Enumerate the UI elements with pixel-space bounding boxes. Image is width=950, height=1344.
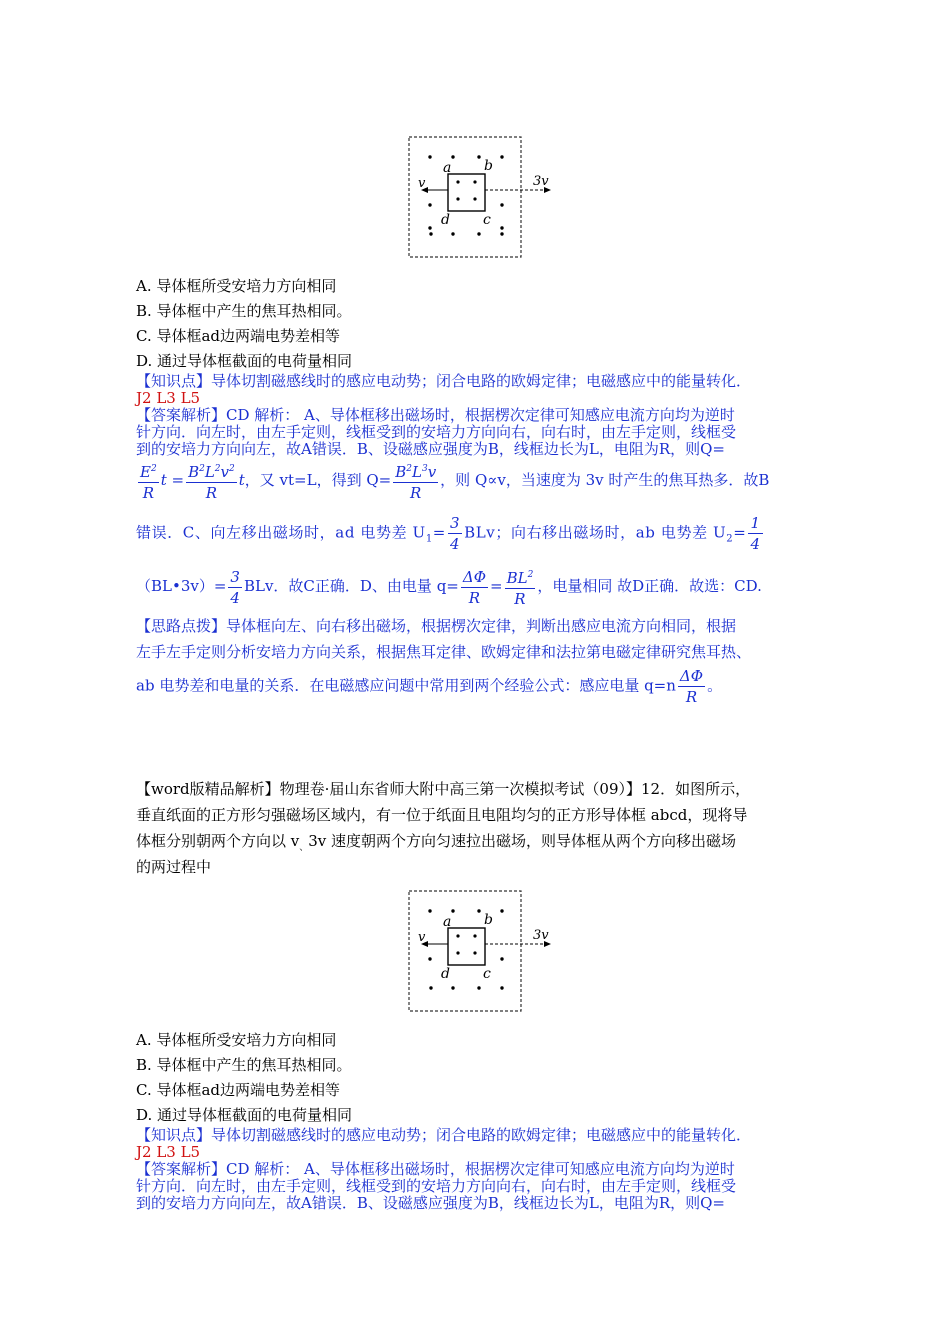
label-c-top: c [483,212,491,228]
answer-line-3-2: 到的安培力方向向左，故A错误．B、设磁感应强度为B，线框边长为L，电阻为R，则Q= [136,1194,726,1212]
option-d: D. 通过导体框截面的电荷量相同 [136,352,353,370]
magnetic-field-figure-bottom [395,888,560,1014]
label-v-top: v [418,176,426,191]
label-a-top: a [443,160,452,176]
question-line-4: 的两过程中 [136,858,212,876]
option-a: A. 导体框所受安培力方向相同 [136,277,337,295]
option-c-2: C. 导体框ad边两端电势差相等 [136,1081,341,1099]
knowledge-codes: J2 L3 L5 [136,389,201,407]
label-3v-bottom: 3v [533,928,549,943]
question-line-3: 体框分别朝两个方向以 $v_、3v$ 速度朝两个方向匀速拉出磁场，则导体框从两个方向移出磁场 [136,832,737,853]
answer-line-3: 到的安培力方向向左，故A错误．B、设磁感应强度为B，线框边长为L，电阻为R，则Q= [136,440,726,458]
option-d-2: D. 通过导体框截面的电荷量相同 [136,1106,353,1124]
option-b: B. 导体框中产生的焦耳热相同。 [136,302,352,320]
label-d-bottom: d [441,966,450,982]
magnetic-field-figure-top [395,134,560,260]
knowledge-point: 【知识点】导体切割磁感线时的感应电动势；闭合电路的欧姆定律；电磁感应中的能量转化． [136,372,752,390]
answer-line-2-2: 针方向．向左时，由左手定则，线框受到的安培力方向向右，向右时，由左手定则，线框受 [136,1177,737,1195]
answer-line-4: $\frac{E^2}{R}$ t = $\frac{B^2L^2v^2}{R}$ t，又 vt=L，得到 Q= $\frac{B^2L^3v}{R}$ ，则 Q∝v，当速度为 3v 时产生的焦耳热多．故B [136,459,769,503]
label-d-top: d [441,212,450,228]
label-a-bottom: a [443,914,452,930]
answer-line-1: 【答案解析】CD 解析： A、导体框移出磁场时，根据楞次定律可知感应电流方向均为逆时 [136,406,735,424]
label-3v-top: 3v [533,174,549,189]
label-v-bottom: v [418,930,426,945]
option-b-2: B. 导体框中产生的焦耳热相同。 [136,1056,352,1074]
hint-line-1: 【思路点拨】导体框向左、向右移出磁场，根据楞次定律，判断出感应电流方向相同，根据 [136,617,737,635]
hint-line-3: ab 电势差和电量的关系．在电磁感应问题中常用到两个经验公式：感应电量 q=n $\frac{\Delta\Phi}{R}$ 。 [136,667,723,706]
question-line-1: 【word版精品解析】物理卷·届山东省师大附中高三第一次模拟考试（09）】12．如图所示， [136,780,751,798]
option-a-2: A. 导体框所受安培力方向相同 [136,1031,337,1049]
label-c-bottom: c [483,966,491,982]
question-line-2: 垂直纸面的正方形匀强磁场区域内，有一位于纸面且电阻均匀的正方形导体框 abcd，现将导 [136,806,748,824]
knowledge-point-2: 【知识点】导体切割磁感线时的感应电动势；闭合电路的欧姆定律；电磁感应中的能量转化． [136,1126,752,1144]
label-b-bottom: b [484,912,493,928]
hint-line-2: 左手左手定则分析安培力方向关系，根据焦耳定律、欧姆定律和法拉第电磁定律研究焦耳热、 [136,643,752,661]
answer-line-1-2: 【答案解析】CD 解析： A、导体框移出磁场时，根据楞次定律可知感应电流方向均为逆时 [136,1160,735,1178]
label-b-top: b [484,158,493,174]
answer-line-5: 错误．C、向左移出磁场时，ad 电势差 $U_1=$ $\frac{3}{4}$ BLv；向右移出磁场时，ab 电势差 $U_2=$ $\frac{1}{4}$ [136,514,761,553]
answer-line-2: 针方向．向左时，由左手定则，线框受到的安培力方向向右，向右时，由左手定则，线框受 [136,423,737,441]
knowledge-codes-2: J2 L3 L5 [136,1143,201,1161]
option-c: C. 导体框ad边两端电势差相等 [136,327,341,345]
answer-line-6: （BL•3v）= $\frac{3}{4}$ BLv．故C正确．D、由电量 q= $\frac{\Delta\Phi}{R}$ = $\frac{BL^2}{R}$ ，电量相同 故D正确．故选：CD. [136,565,762,609]
